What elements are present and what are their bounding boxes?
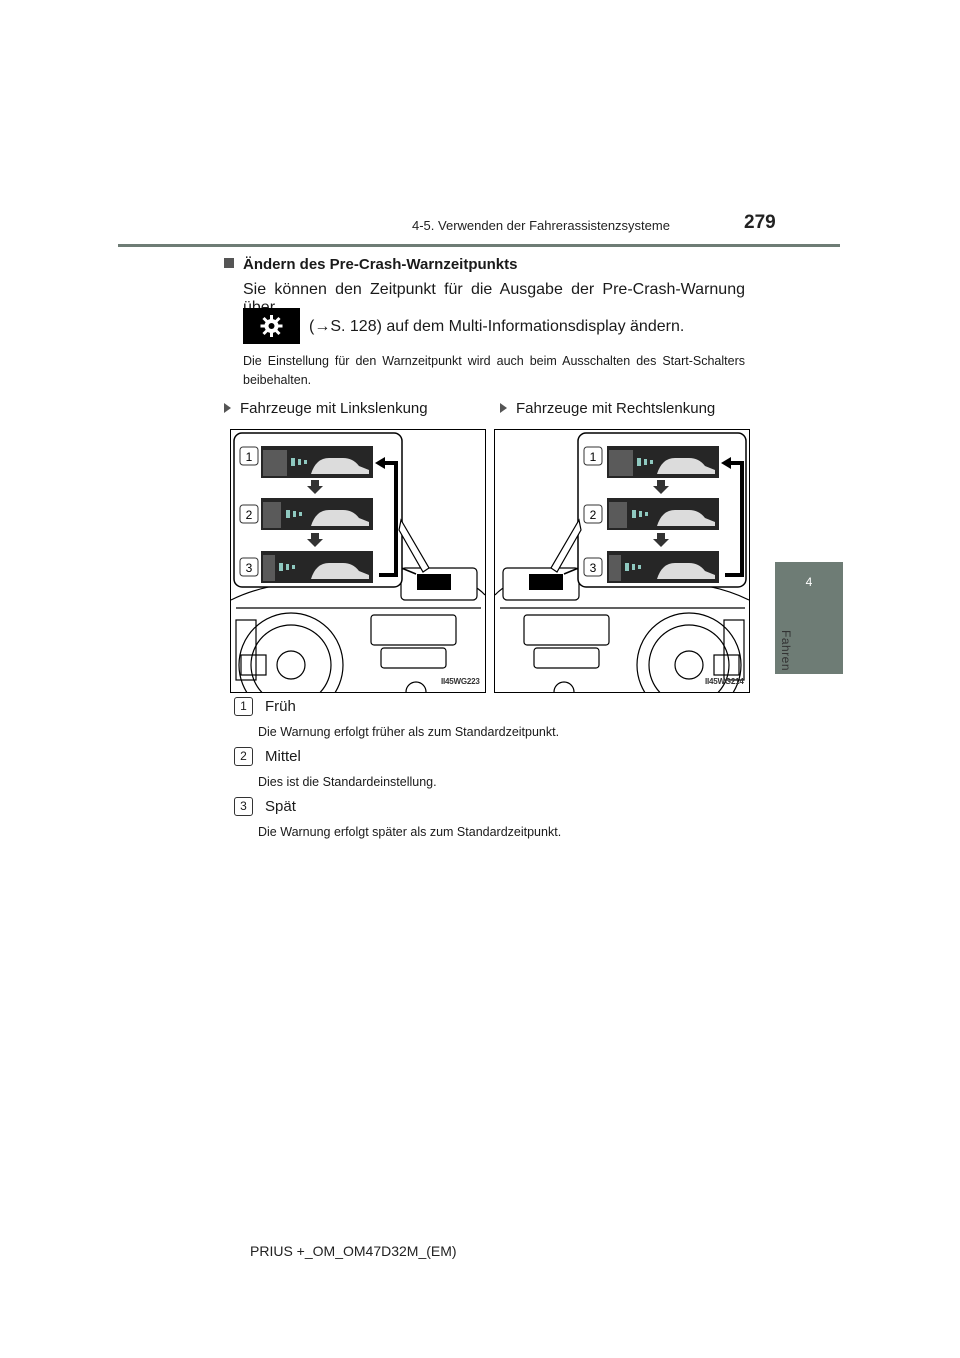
item-title: Früh [265,698,296,715]
figure-code-right: II45WG214 [705,677,744,686]
callout-1: 1 [245,450,253,464]
header-rule [118,244,840,247]
triangle-bullet-icon [224,403,231,413]
figure-right-hand-drive [494,429,750,693]
section-heading-text: Ändern des Pre-Crash-Warnzeitpunkts [243,256,518,273]
triangle-bullet-icon [500,403,507,413]
intro-paragraph: Sie können den Zeitpunkt für die Ausgabe der Pre-Crash-Warnung [243,281,745,298]
square-bullet-icon [224,258,234,268]
item-title: Spät [265,798,296,815]
item-description: Die Warnung erfolgt später als zum Standardzeitpunkt. [258,825,562,839]
page-number: 279 [744,212,776,233]
figure-left-hand-drive [230,429,486,693]
list-item: 3 Spät [234,797,296,816]
callout-3: 3 [589,561,597,575]
figure-code-left: II45WG223 [441,677,480,686]
item-description: Die Warnung erfolgt früher als zum Standardzeitpunkt. [258,725,560,739]
callout-2: 2 [245,508,253,522]
item-description: Dies ist die Standardeinstellung. [258,775,437,789]
callout-1: 1 [589,450,597,464]
list-item: 1 Früh [234,697,296,716]
section-title: 4-5. Verwenden der Fahrerassistenzsysteme [412,218,670,233]
note-text: Die Einstellung für den Warnzeitpunkt wird auch beim Ausschalten des Start-Schalters beibehalten. [243,354,745,387]
item-title: Mittel [265,748,301,765]
intro-paragraph-cont: (→S. 128) auf dem Multi-Informationsdisplay ändern. [309,318,685,335]
subheading-left: Fahrzeuge mit Linkslenkung [224,400,428,417]
chapter-title: Fahren [779,630,793,672]
list-item: 2 Mittel [234,747,301,766]
subheading-right: Fahrzeuge mit Rechtslenkung [500,400,715,417]
document-footer: PRIUS +_OM_OM47D32M_(EM) [250,1243,457,1259]
chapter-number: 4 [805,575,813,589]
callout-2: 2 [589,508,597,522]
section-heading [224,256,518,273]
callout-3: 3 [245,561,253,575]
settings-gear-icon [243,308,300,344]
